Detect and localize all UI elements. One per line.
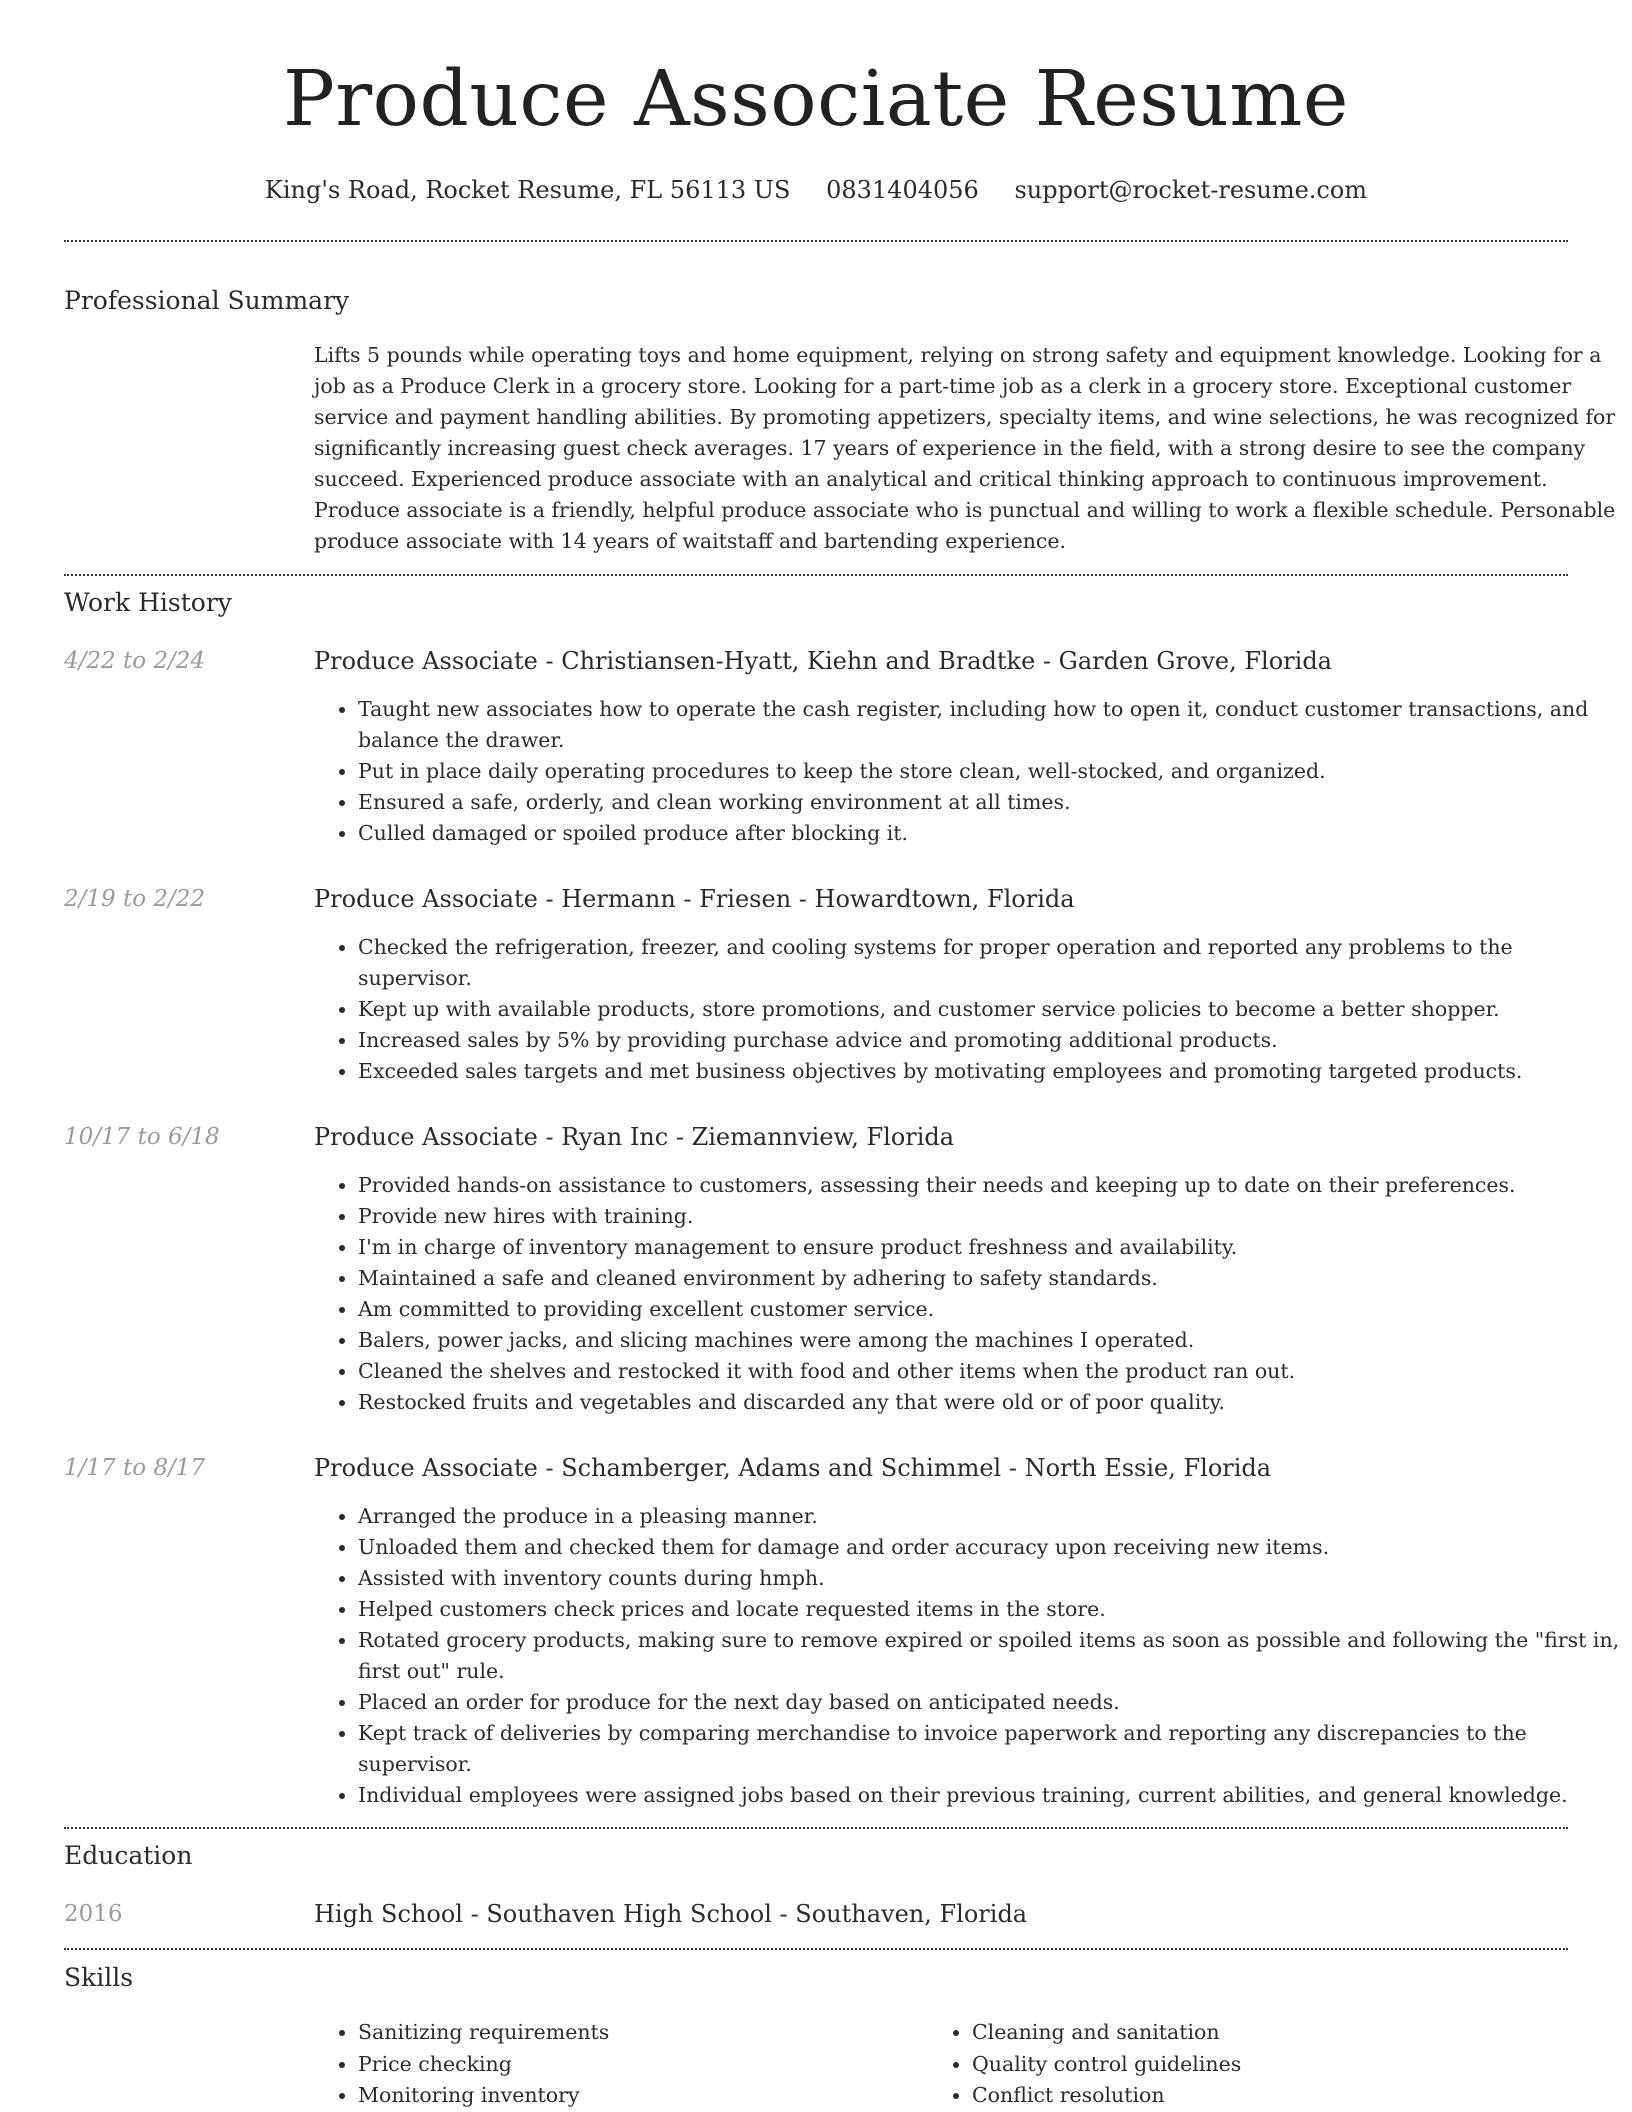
- job-title: Produce Associate - Schamberger, Adams and Schimmel - North Essie, Florida: [314, 1454, 1272, 1482]
- job-dates: 2/19 to 2/22: [64, 886, 206, 912]
- list-item: • Increased sales by 5% by providing purchase advice and promoting additional products.: [358, 1025, 1624, 1056]
- job-title: Produce Associate - Hermann - Friesen - Howardtown, Florida: [314, 885, 1075, 913]
- list-item: • Provide new hires with training.: [358, 1201, 1624, 1232]
- section-heading-work: Work History: [64, 588, 232, 617]
- education-entry: High School - Southaven High School - Southaven, Florida: [314, 1900, 1028, 1928]
- list-item: • Quality control guidelines: [972, 2049, 1528, 2081]
- list-item: • Sanitizing requirements: [358, 2017, 914, 2049]
- list-item: • Am committed to providing excellent customer service.: [358, 1294, 1624, 1325]
- list-item: • Conflict resolution: [972, 2080, 1528, 2112]
- job-bullet-list: [314, 1170, 1624, 1418]
- list-item: • Ensured a safe, orderly, and clean working environment at all times.: [358, 787, 1624, 818]
- list-item: • Put in place daily operating procedures to keep the store clean, well-stocked, and organized.: [358, 756, 1624, 787]
- section-heading-skills: Skills: [64, 1963, 134, 1992]
- list-item: • Kept up with available products, store promotions, and customer service policies to become a better shopper.: [358, 994, 1624, 1025]
- job-bullet-list: [314, 694, 1624, 849]
- list-item: • Unloaded them and checked them for damage and order accuracy upon receiving new items.: [358, 1532, 1624, 1563]
- list-item: • Placed an order for produce for the next day based on anticipated needs.: [358, 1687, 1624, 1718]
- contact-address: King's Road, Rocket Resume, FL 56113 US: [264, 176, 791, 204]
- list-item: • Cleaning and sanitation: [972, 2017, 1528, 2049]
- list-item: • Provided hands-on assistance to customers, assessing their needs and keeping up to date on their preferences.: [358, 1170, 1624, 1201]
- list-item: • Helped customers check prices and locate requested items in the store.: [358, 1594, 1624, 1625]
- list-item: • Arranged the produce in a pleasing manner.: [358, 1501, 1624, 1532]
- list-item: • Restocked fruits and vegetables and discarded any that were old or of poor quality.: [358, 1387, 1624, 1418]
- list-item: • Kept track of deliveries by comparing merchandise to invoice paperwork and reporting any discrepancies to the supervisor.: [358, 1718, 1624, 1780]
- list-item: • Balers, power jacks, and slicing machines were among the machines I operated.: [358, 1325, 1624, 1356]
- list-item: • Culled damaged or spoiled produce after blocking it.: [358, 818, 1624, 849]
- list-item: • Cleaned the shelves and restocked it with food and other items when the product ran out.: [358, 1356, 1624, 1387]
- job-dates: 1/17 to 8/17: [64, 1455, 206, 1481]
- education-year: 2016: [64, 1901, 123, 1927]
- summary-text: Lifts 5 pounds while operating toys and home equipment, relying on strong safety and equipment knowledge. Looking for a job as a Produce Clerk in a grocery store. Looking for a part-time job as a clerk in a grocery store. Exceptional customer service and payment handling abilities. By promoting appetizers, specialty items, and wine selections, he was recognized for significantly increasing guest check averages. 17 years of experience in the field, with a strong desire to see the company succeed. Experienced produce associate with an analytical and critical thinking approach to continuous improvement. Produce associate is a friendly, helpful produce associate who is punctual and willing to work a flexible schedule. Personable produce associate with 14 years of waitstaff and bartending experience.: [314, 343, 1616, 553]
- list-item: • Monitoring inventory: [358, 2080, 914, 2112]
- section-heading-education: Education: [64, 1841, 193, 1870]
- contact-email: support@rocket-resume.com: [1014, 176, 1368, 204]
- skills-list-right: [928, 2017, 1528, 2112]
- list-item: • Individual employees were assigned jobs based on their previous training, current abilities, and general knowledge.: [358, 1780, 1624, 1811]
- list-item: • Price checking: [358, 2049, 914, 2081]
- job-title: Produce Associate - Christiansen-Hyatt, Kiehn and Bradtke - Garden Grove, Florida: [314, 647, 1332, 675]
- list-item: • Rotated grocery products, making sure to remove expired or spoiled items as soon as possible and following the "first in, first out" rule.: [358, 1625, 1624, 1687]
- list-item: • Maintained a safe and cleaned environment by adhering to safety standards.: [358, 1263, 1624, 1294]
- section-divider: [64, 1948, 1568, 1950]
- list-item: • Assisted with inventory counts during hmph.: [358, 1563, 1624, 1594]
- job-dates: 4/22 to 2/24: [64, 648, 206, 674]
- list-item: • Exceeded sales targets and met business objectives by motivating employees and promoting targeted products.: [358, 1056, 1624, 1087]
- contact-phone: 0831404056: [826, 176, 979, 204]
- job-bullet-list: [314, 932, 1624, 1087]
- resume-title: Produce Associate Resume: [283, 55, 1349, 144]
- list-item: • I'm in charge of inventory management to ensure product freshness and availability.: [358, 1232, 1624, 1263]
- list-item: • Checked the refrigeration, freezer, and cooling systems for proper operation and reported any problems to the supervisor.: [358, 932, 1624, 994]
- section-divider: [64, 240, 1568, 242]
- skills-list-left: [314, 2017, 914, 2112]
- section-divider: [64, 1827, 1568, 1829]
- contact-line: [64, 170, 1568, 210]
- job-dates: 10/17 to 6/18: [64, 1124, 220, 1150]
- job-title: Produce Associate - Ryan Inc - Ziemannview, Florida: [314, 1123, 955, 1151]
- list-item: • Taught new associates how to operate the cash register, including how to open it, conduct customer transactions, and balance the drawer.: [358, 694, 1624, 756]
- job-bullet-list: [314, 1501, 1624, 1811]
- section-divider: [64, 574, 1568, 576]
- section-heading-summary: Professional Summary: [64, 286, 350, 315]
